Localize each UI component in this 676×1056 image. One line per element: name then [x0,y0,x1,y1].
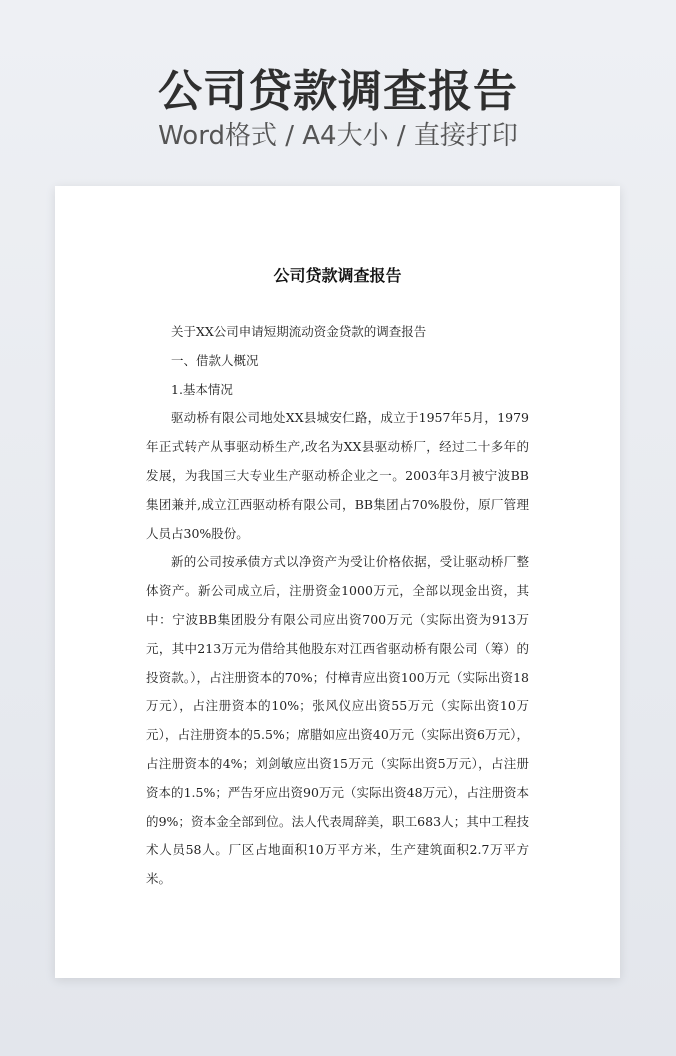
report-heading-paragraph: 关于XX公司申请短期流动资金贷款的调查报告 [171,324,427,339]
section-heading: 一、借款人概况 [171,352,259,368]
body-paragraph: 新的公司按承债方式以净资产为受让价格依据，受让驱动桥厂整体资产。新公司成立后，注册资金1000万元，全部以现金出资，其中：宁波BB集团股分有限公司应出资700万元（实际出资为913万元，其中213万元为借给其他股东对江西省驱动桥有限公司（筹）的投资款。），占注册资本的70%；付樟青应出资100万元（实际出资18万元），占注册资本的10%；张风仪应出资55万元（实际出资10万元），占注册资本的5.5%；席腊如应出资40万元（实际出资6万元），占注册资本的4%；刘剑敏应出资15万元（实际出资5万元），占注册资本的1.5%；严告牙应出资90万元（实际出资48万元），占注册资本的9%；资本金全部到位。法人代表周辞美，职工683人；其中工程技术人员58人。厂区占地面积10万平方米，生产建筑面积2.7万平方米。 [146,554,529,887]
document-title: 公司贷款调查报告 [273,266,402,285]
document-page [55,186,620,978]
subsection-heading: 1.基本情况 [171,381,233,397]
body-paragraph: 驱动桥有限公司地处XX县城安仁路，成立于1957年5月，1979年正式转产从事驱动桥生产,改名为XX县驱动桥厂，经过二十多年的发展，为我国三大专业生产驱动桥企业之一。2003年3月被宁波BB集团兼并,成立江西驱动桥有限公司，BB集团占70%股份，原厂管理人员占30%股份。 [146,410,529,541]
banner-subtitle: Word格式 / A4大小 / 直接打印 [158,121,518,151]
document-body [146,318,529,894]
banner-title: 公司贷款调查报告 [158,66,518,117]
